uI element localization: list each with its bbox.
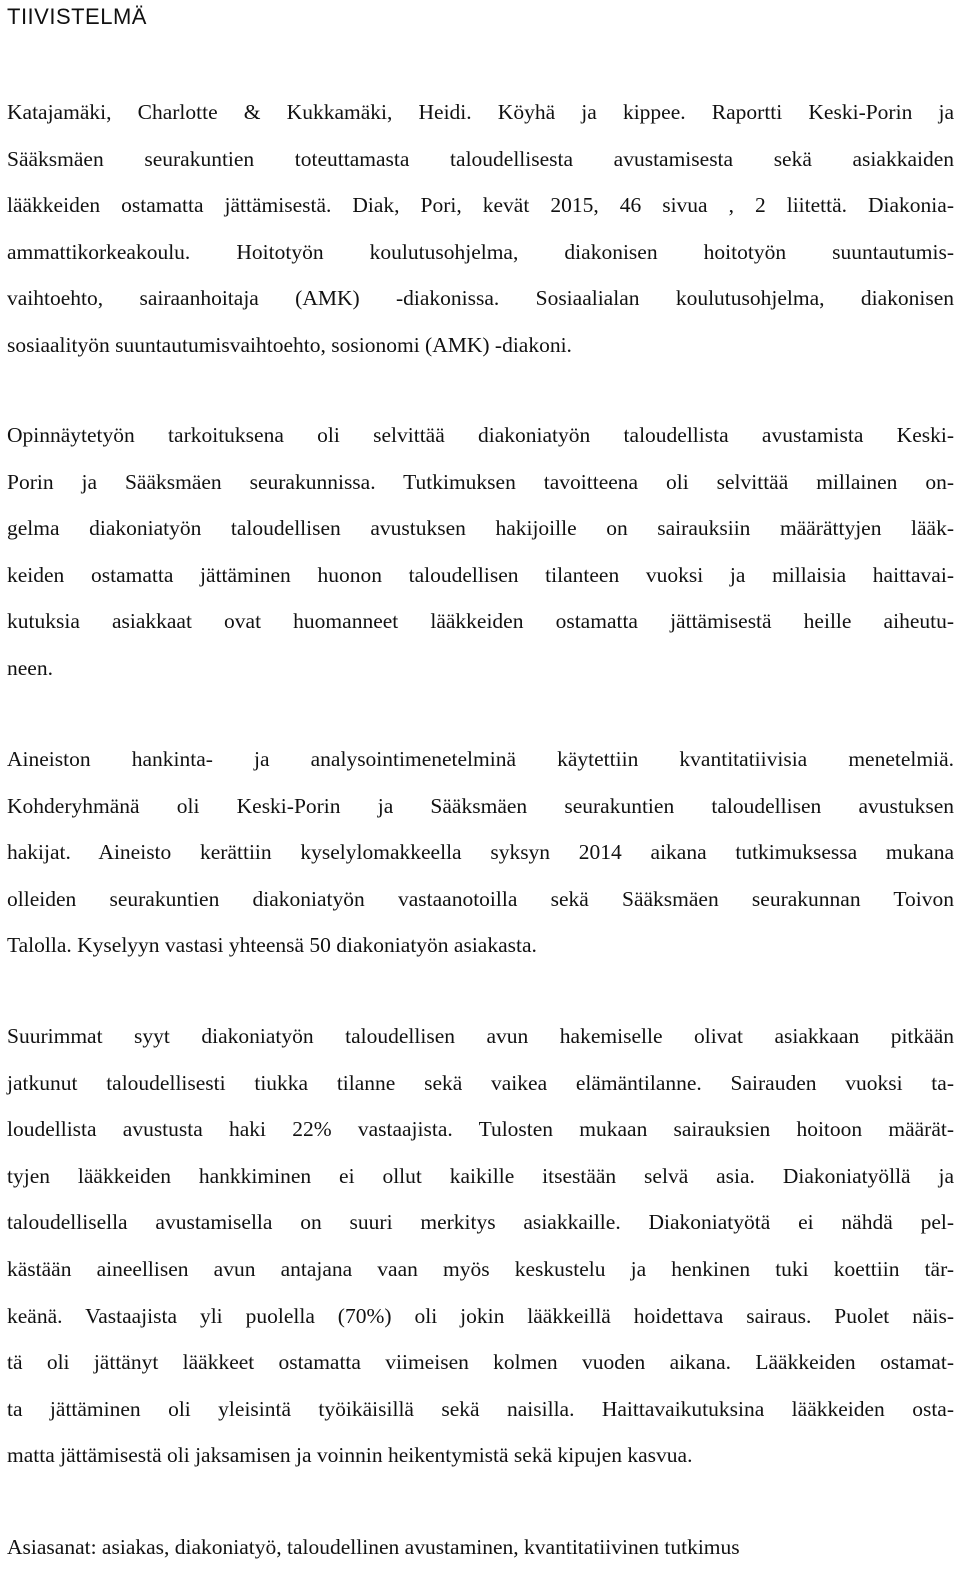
methods-paragraph	[7, 736, 954, 969]
text-line: loudellista avustusta haki 22% vastaajista. Tulosten mukaan sairauksien hoitoon määrät-	[7, 1117, 954, 1142]
text-line: tyjen lääkkeiden hankkiminen ei ollut kaikille itsestään selvä asia. Diakoniatyöllä ja	[7, 1163, 954, 1188]
text-line: Sääksmäen seurakuntien toteuttamasta taloudellisesta avustamisesta sekä asiakkaiden	[7, 146, 954, 171]
text-line: Suurimmat syyt diakoniatyön taloudellisen avun hakemiselle olivat asiakkaan pitkään	[7, 1024, 954, 1048]
text-line: ta jättäminen oli yleisintä työikäisillä sekä naisilla. Haittavaikutuksina lääkkeiden osta-	[7, 1396, 954, 1421]
text-line: Kohderyhmänä oli Keski-Porin ja Sääksmäen seurakuntien taloudellisen avustuksen	[7, 793, 954, 818]
keywords-paragraph	[7, 1524, 954, 1571]
keywords-line: Asiasanat: asiakas, diakoniatyö, taloudellinen avustaminen, kvantitatiivinen tutkimus	[7, 1535, 740, 1559]
text-line: neen.	[7, 655, 53, 680]
text-line: gelma diakoniatyön taloudellisen avustuksen hakijoille on sairauksiin määrättyjen lääk-	[7, 516, 954, 541]
text-line: tä oli jättänyt lääkkeet ostamatta viimeisen kolmen vuoden aikana. Lääkkeiden ostamat-	[7, 1350, 954, 1375]
text-line: Talolla. Kyselyyn vastasi yhteensä 50 diakoniatyön asiakasta.	[7, 933, 537, 958]
text-line: sosiaalityön suuntautumisvaihtoehto, sosionomi (AMK) -diakoni.	[7, 332, 572, 357]
bibliographic-paragraph	[7, 89, 954, 369]
text-line: keiden ostamatta jättäminen huonon taloudellisen tilanteen vuoksi ja millaisia haittavai-	[7, 562, 954, 587]
text-line: ammattikorkeakoulu. Hoitotyön koulutusohjelma, diakonisen hoitotyön suuntautumis-	[7, 239, 954, 264]
text-line: Porin ja Sääksmäen seurakunnissa. Tutkimuksen tavoitteena oli selvittää millainen on-	[7, 469, 954, 494]
text-line: Aineiston hankinta- ja analysointimenetelminä käytettiin kvantitatiivisia menetelmiä.	[7, 747, 954, 771]
results-paragraph	[7, 1013, 954, 1479]
text-line: Opinnäytetyön tarkoituksena oli selvittää diakoniatyön taloudellista avustamista Keski-	[7, 423, 954, 447]
text-line: olleiden seurakuntien diakoniatyön vastaanotoilla sekä Sääksmäen seurakunnan Toivon	[7, 886, 954, 911]
text-line: kutuksia asiakkaat ovat huomanneet lääkkeiden ostamatta jättämisestä heille aiheutu-	[7, 609, 954, 634]
text-line: lääkkeiden ostamatta jättämisestä. Diak, Pori, kevät 2015, 46 sivua , 2 liitettä. Diakonia-	[7, 193, 954, 218]
text-line: Katajamäki, Charlotte & Kukkamäki, Heidi. Köyhä ja kippee. Raportti Keski-Porin ja	[7, 100, 954, 124]
text-line: kästään aineellisen avun antajana vaan myös keskustelu ja henkinen tuki koettiin tär-	[7, 1256, 954, 1281]
text-line: matta jättämisestä oli jaksamisen ja voinnin heikentymistä sekä kipujen kasvua.	[7, 1443, 693, 1468]
text-line: jatkunut taloudellisesti tiukka tilanne sekä vaikea elämäntilanne. Sairauden vuoksi ta-	[7, 1070, 954, 1095]
text-line: vaihtoehto, sairaanhoitaja (AMK) -diakonissa. Sosiaalialan koulutusohjelma, diakonisen	[7, 286, 954, 311]
page-title: TIIVISTELMÄ	[7, 4, 147, 29]
purpose-paragraph	[7, 412, 954, 692]
text-line: taloudellisella avustamisella on suuri merkitys asiakkaille. Diakoniatyötä ei nähdä pel-	[7, 1210, 954, 1235]
text-line: hakijat. Aineisto kerättiin kyselylomakkeella syksyn 2014 aikana tutkimuksessa mukana	[7, 840, 954, 865]
text-line: keänä. Vastaajista yli puolella (70%) oli jokin lääkkeillä hoidettava sairaus. Puolet näis-	[7, 1303, 954, 1328]
